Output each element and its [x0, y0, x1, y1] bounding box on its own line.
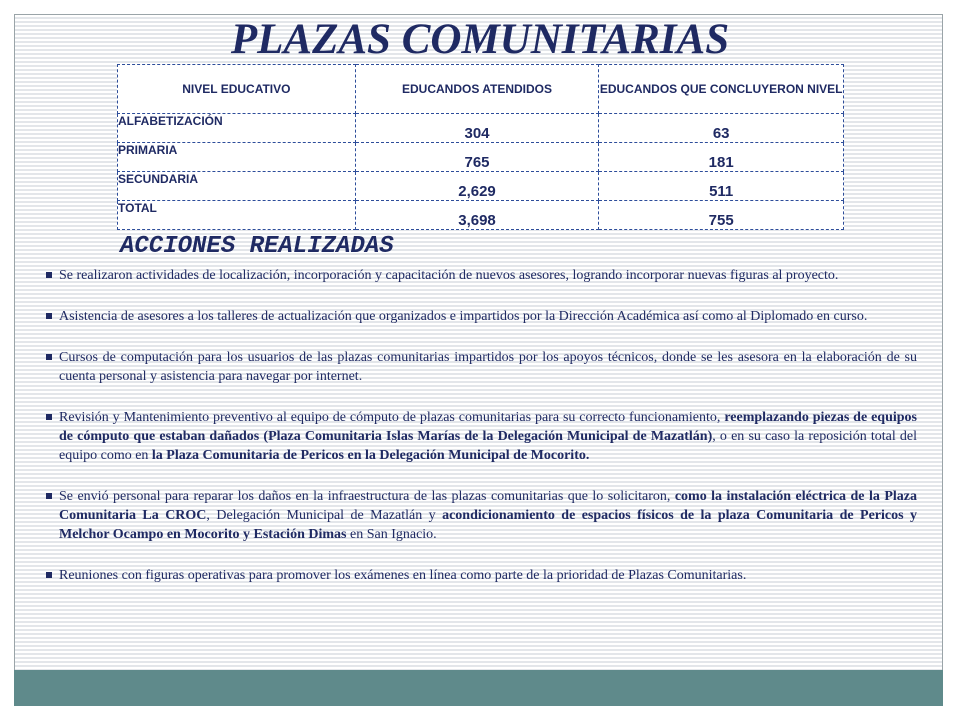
row-level-label: PRIMARIA — [118, 143, 356, 172]
action-item — [46, 487, 917, 544]
row-completed-value: 63 — [599, 114, 844, 143]
row-completed-value: 181 — [599, 143, 844, 172]
table-row — [118, 143, 844, 172]
row-attended-value: 304 — [355, 114, 599, 143]
action-text-bold: como la instalación eléctrica de la Plaza Comunitaria La CROC — [59, 489, 917, 523]
section-heading: ACCIONES REALIZADAS — [120, 233, 394, 260]
action-text: en San Ignacio. — [346, 527, 437, 542]
action-item — [46, 307, 917, 326]
action-text: Se envió personal para reparar los daños en la infraestructura de las plazas comunitarias que lo solicitaron, — [59, 489, 675, 504]
square-bullet-icon — [46, 313, 52, 319]
header-educandos-atendidos: EDUCANDOS ATENDIDOS — [355, 65, 599, 114]
action-text-bold: reemplazando piezas de equipos de cómputo que estaban dañados (Plaza Comunitaria Islas Marías de la Delegación Municipal de Mazatlán) — [59, 410, 917, 444]
actions-list — [46, 266, 917, 607]
row-attended-value: 3,698 — [355, 201, 599, 230]
action-item — [46, 566, 917, 585]
action-item — [46, 348, 917, 386]
action-text-bold: la Plaza Comunitaria de Pericos en la Delegación Municipal de Mocorito. — [151, 448, 590, 463]
header-educandos-concluyeron: EDUCANDOS QUE CONCLUYERON NIVEL — [599, 65, 844, 114]
square-bullet-icon — [46, 272, 52, 278]
square-bullet-icon — [46, 414, 52, 420]
table-row-total — [118, 201, 844, 230]
education-stats-table — [117, 64, 844, 230]
action-item — [46, 266, 917, 285]
action-text-bold: acondicionamiento de espacios físicos de la plaza Comunitaria de Pericos y Melchor Ocampo en Mocorito y Estación Dimas — [59, 508, 917, 542]
table-row — [118, 114, 844, 143]
table-row — [118, 172, 844, 201]
row-completed-value: 755 — [599, 201, 844, 230]
page-title: PLAZAS COMUNITARIAS — [230, 16, 730, 63]
row-level-label: ALFABETIZACIÓN — [118, 114, 356, 143]
square-bullet-icon — [46, 354, 52, 360]
action-text: Reuniones con figuras operativas para promover los exámenes en línea como parte de la prioridad de Plazas Comunitarias. — [59, 568, 747, 583]
action-text: Se realizaron actividades de localización, incorporación y capacitación de nuevos asesores, logrando incorporar nuevas figuras al proyecto. — [59, 268, 839, 283]
row-attended-value: 2,629 — [355, 172, 599, 201]
row-level-label: SECUNDARIA — [118, 172, 356, 201]
action-text: , Delegación Municipal de Mazatlán y — [206, 508, 443, 523]
action-text: Asistencia de asesores a los talleres de actualización que organizados e impartidos por la Dirección Académica así como al Diplomado en curso. — [59, 309, 868, 324]
action-text: , o en su caso la reposición total del equipo como en — [59, 429, 917, 463]
row-attended-value: 765 — [355, 143, 599, 172]
square-bullet-icon — [46, 572, 52, 578]
action-text: Cursos de computación para los usuarios de las plazas comunitarias impartidos por los apoyos técnicos, donde se les asesora en la elaboración de su cuenta personal y asistencia para navegar por internet. — [59, 350, 917, 384]
action-text: Revisión y Mantenimiento preventivo al equipo de cómputo de plazas comunitarias para su correcto funcionamiento, — [59, 410, 725, 425]
header-nivel-educativo: NIVEL EDUCATIVO — [118, 65, 356, 114]
square-bullet-icon — [46, 493, 52, 499]
action-item — [46, 408, 917, 465]
table-header-row — [118, 65, 844, 114]
footer-bar — [14, 670, 943, 706]
row-level-label: TOTAL — [118, 201, 356, 230]
row-completed-value: 511 — [599, 172, 844, 201]
